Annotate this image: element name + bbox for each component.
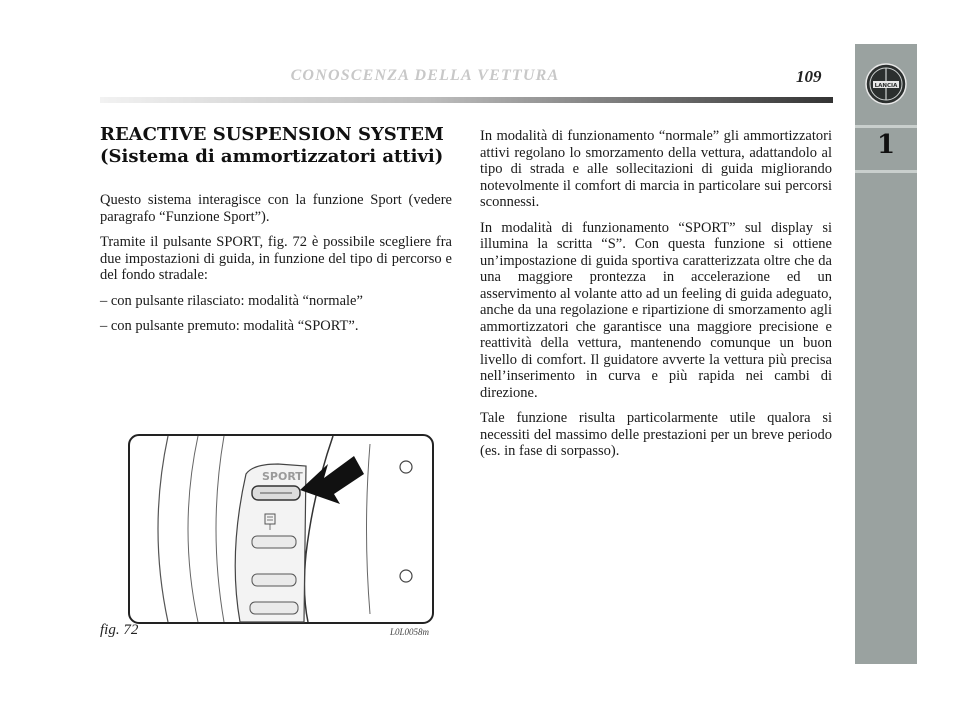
page-number: 109 (796, 67, 822, 86)
side-tab-divider (855, 170, 917, 173)
figure-caption: fig. 72 (100, 622, 139, 638)
running-header-title: CONOSCENZA DELLA VETTURA (290, 67, 560, 84)
figure-code: L0L0058m (390, 627, 430, 637)
section-heading-line1: REACTIVE SUSPENSION SYSTEM (100, 124, 444, 145)
paragraph: Questo sistema interagisce con la funzione Sport (vedere paragrafo “Funzione Sport”). (100, 192, 452, 225)
right-column-text (480, 128, 832, 469)
sport-label: SPORT (262, 470, 303, 483)
paragraph: – con pulsante premuto: modalità “SPORT”. (100, 318, 359, 334)
chapter-number: 1 (876, 130, 896, 160)
left-column-text (100, 192, 452, 344)
side-tab-divider (855, 125, 917, 128)
sport-button-illustration (128, 434, 434, 624)
paragraph: In modalità di funzionamento “SPORT” sul display si illumina la scritta “S”. Con questa funzione si ottiene un’impostazione di guida sportiva caratterizzata oltre che da una maggiore prontezza in accelerazione ed un asservimento al volante atto ad un feeling di guida adeguato, anche da una regolazione e ripartizione di smorzamento agli ammortizzatori che garantisce una maggiore precisione e reattività della vettura, mantenendo comunque un buon livello di comfort. Il guidatore avverte la vettura più precisa nell’inserimento in curva e più rapida nei cambi di direzione. (480, 219, 832, 401)
header-rule (100, 97, 833, 103)
lancia-logo-text: LANCIA (874, 83, 898, 89)
paragraph: In modalità di funzionamento “normale” gli ammortizzatori attivi regolano lo smorzamento della vettura, adattandolo al tipo di strada e alle sollecitazioni di guida migliorando notevolmente il comfort di marcia in particolare sui percorsi sconnessi. (480, 128, 832, 210)
section-heading (100, 124, 460, 168)
paragraph: – con pulsante rilasciato: modalità “normale” (100, 292, 363, 309)
paragraph: Tramite il pulsante SPORT, fig. 72 è possibile scegliere fra due impostazioni di guida, in funzione del tipo di percorso e del fondo stradale: (100, 234, 452, 283)
lancia-logo-icon (864, 62, 908, 106)
paragraph: Tale funzione risulta particolarmente utile qualora si necessiti del massimo delle prestazioni per un breve periodo (es. in fase di sorpasso). (480, 410, 832, 459)
section-heading-line2: (Sistema di ammortizzatori attivi) (100, 146, 444, 167)
